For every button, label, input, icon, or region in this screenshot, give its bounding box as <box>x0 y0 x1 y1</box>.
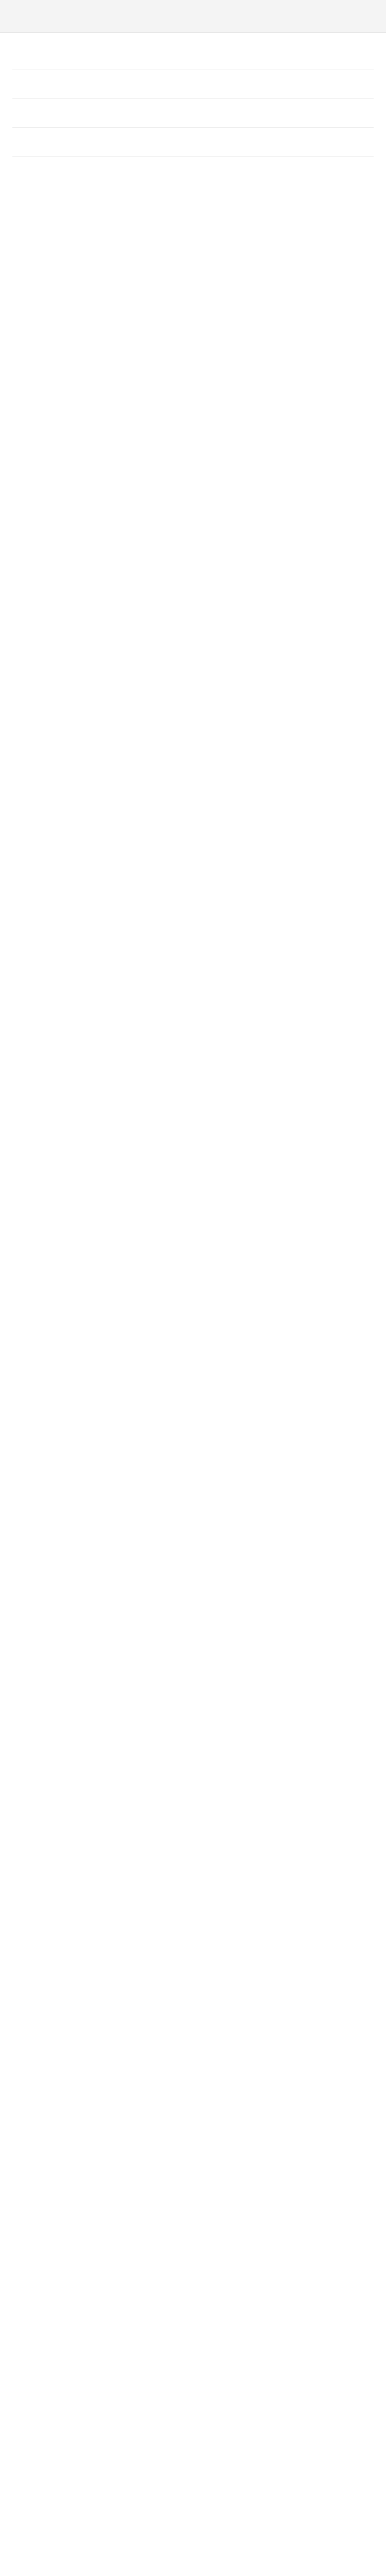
main-content <box>0 33 386 2576</box>
list-item <box>12 99 374 128</box>
list-item <box>12 41 374 70</box>
list-item <box>12 70 374 99</box>
header <box>0 0 386 33</box>
list-item <box>12 128 374 157</box>
